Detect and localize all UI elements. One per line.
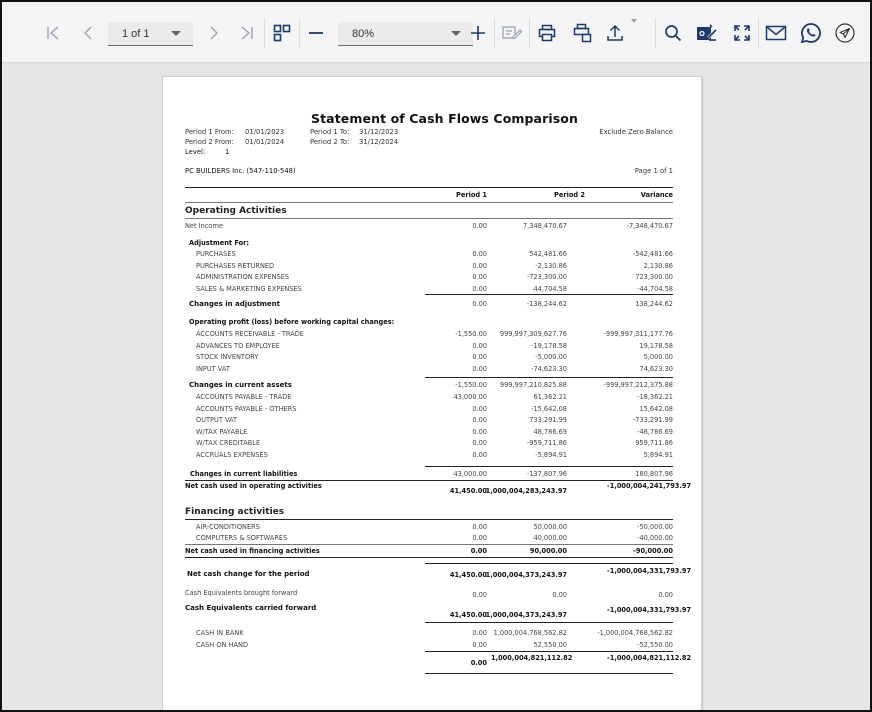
next-page-icon[interactable] [204,20,224,46]
period1-value: 0.00 [472,427,487,436]
variance-value: 138,244.62 [635,300,673,308]
period1-value: -1,550.00 [455,330,487,338]
prev-page-icon[interactable] [78,20,98,46]
page-selector-value: 1 of 1 [122,27,150,40]
period1-value: 0.00 [472,404,487,413]
period2-value: -723,300.00 [526,273,567,281]
financing-row-label: COMPUTERS & SOFTWARES [196,534,288,542]
variance-value: 19,178.58 [639,341,673,350]
variance-value: 0.00 [658,591,673,599]
telegram-icon[interactable] [832,20,858,46]
divider [425,563,673,564]
divider [185,187,673,188]
toolbar-separator [494,18,495,48]
company-name: PC BUILDERS Inc. (547-110-548) [185,167,296,175]
period2-value: 90,000.00 [529,547,567,555]
current-liability-row-label: W/TAX PAYABLE [196,427,248,436]
current-liability-row-label: ACCOUNTS PAYABLE - TRADE [196,393,292,401]
section-heading-operating: Operating Activities [185,206,287,216]
fullscreen-icon[interactable] [730,20,754,46]
section-heading-financing: Financing activities [185,507,285,517]
whatsapp-icon[interactable] [798,20,824,46]
period2-value: 40,000.00 [533,534,567,542]
period2-from-value: 01/01/2024 [245,138,285,146]
column-header-variance: Variance [640,191,673,199]
current-asset-row-label: INPUT VAT [196,364,230,373]
variance-value: -542,481.66 [632,250,673,258]
last-page-icon[interactable] [236,20,258,46]
email-icon[interactable] [763,20,789,46]
period2-value: 733,291.99 [529,416,567,424]
carried-forward-label: Cash Equivalents carried forward [185,604,317,612]
exclude-zero-balance: Exclude Zero Balance [599,128,673,136]
variance-value: 959,711.86 [635,439,673,447]
current-liability-row-label: OUTPUT VAT [196,416,238,424]
period1-value: 43,000.00 [453,470,487,478]
variance-value: -999,997,311,177.76 [603,330,673,338]
divider [425,651,673,652]
period2-value: 542,481.66 [529,250,567,258]
chevron-down-icon [451,31,461,36]
variance-value: -44,704.58 [637,284,673,293]
variance-value: -18,362.21 [637,393,673,401]
divider [185,202,673,203]
divider [185,519,673,520]
variance-value: -90,000.00 [633,547,673,555]
print-preview-icon[interactable] [570,20,596,46]
period1-value: 0.00 [472,341,487,350]
level-label: Level: [185,148,206,156]
export-icon[interactable] [603,20,627,46]
divider [185,544,673,545]
current-asset-row-label: STOCK INVENTORY [196,353,259,361]
toolbar-separator [529,18,530,48]
variance-value: -999,997,212,375.88 [603,381,673,389]
net-change-label: Net cash change for the period [187,570,310,578]
divider [185,218,673,219]
plus-icon[interactable] [468,20,488,46]
divider [425,294,673,295]
column-header-period2: Period 2 [554,191,585,199]
minus-icon[interactable] [306,20,326,46]
variance-value: 5,000.00 [643,353,673,361]
page-selector[interactable] [108,22,193,46]
cash-total-period2: 1,000,004,821,112.82 [491,654,573,662]
period2-to-label: Period 2 To: [310,138,350,146]
period2-value: -138,244.62 [526,300,567,308]
period1-value: 0.00 [472,534,487,542]
period2-value: -74,623.30 [531,364,567,373]
design-icon[interactable] [694,20,720,46]
period2-value: 999,997,210,825.88 [499,381,567,389]
divider [185,480,673,481]
period1-value: 41,450.00 [449,611,487,619]
cash-total-variance: -1,000,004,821,112.82 [607,654,692,662]
period1-to-label: Period 1 To: [310,128,350,136]
period1-value: 0.00 [472,353,487,361]
period1-value: 0.00 [472,416,487,424]
column-header-period1: Period 1 [456,191,487,199]
period2-value: 1,000,004,283,243.97 [485,487,567,495]
variance-value: -1,000,004,331,793.97 [607,567,692,575]
period2-value: -5,000.00 [535,353,567,361]
variance-value: 723,300.00 [635,273,673,281]
toolbar-separator [655,18,656,48]
period1-value: 43,000.00 [453,393,487,401]
zoom-level-select[interactable] [338,22,473,46]
period2-value: 7,348,470.67 [522,222,567,230]
divider [425,466,673,467]
period1-value: 0.00 [472,364,487,373]
changes-current-assets-label: Changes in current assets [189,381,292,389]
variance-value: -50,000.00 [637,523,673,531]
print-icon[interactable] [535,20,559,46]
divider [185,557,673,558]
period1-value: -1,550.00 [455,381,487,389]
report-page [162,76,702,712]
period1-value: 0.00 [472,261,487,270]
period2-value: -959,711.86 [526,439,567,447]
period2-value: 1,000,004,373,243.97 [485,611,567,619]
variance-value: 74,623.30 [639,364,673,373]
op-profit-heading: Operating profit (loss) before working capital changes: [189,318,395,326]
current-liability-row-label: ACCOUNTS PAYABLE - OTHERS [196,404,297,413]
toolbar [2,2,870,63]
divider [425,377,673,378]
current-liability-row-label: ACCRUALS EXPENSES [196,450,268,459]
cash-row-label: CASH ON HAND [196,640,249,649]
export-dropdown-icon[interactable] [629,16,639,26]
variance-value: -52,550.00 [637,640,673,649]
period1-value: 0.00 [472,273,487,281]
variance-value: 180,807.96 [635,470,673,478]
toolbar-separator [758,18,759,48]
first-page-icon[interactable] [42,20,64,46]
adjustment-row-label: PURCHASES RETURNED [196,261,275,270]
brought-forward-label: Cash Equivalents brought forward [185,589,298,597]
search-icon[interactable] [661,20,685,46]
grid-view-icon[interactable] [270,20,294,46]
net-cash-financing-label: Net cash used in financing activities [185,547,320,555]
period1-value: 0.00 [472,222,487,230]
variance-value: 15,642.08 [639,404,673,413]
period1-value: 41,450.00 [449,487,487,495]
level-value: 1 [225,148,230,156]
period1-value: 0.00 [472,629,487,637]
divider [425,622,673,623]
zoom-level-value: 80% [352,27,375,40]
period2-value: -2,130.86 [535,261,567,270]
variance-value: 5,894.91 [643,450,673,459]
period2-value: -5,894.91 [535,450,567,459]
current-asset-row-label: ACCOUNTS RECEIVABLE - TRADE [196,330,304,338]
variance-value: 2,130.86 [643,261,673,270]
period1-value: 0.00 [472,450,487,459]
period1-from-label: Period 1 From: [185,128,234,136]
variance-value: -40,000.00 [637,534,673,542]
period2-value: 48,786.69 [533,427,567,436]
net-cash-operating-label: Net cash used in operating activities [185,482,322,490]
period1-value: 0.00 [472,640,487,649]
cash-total-period1: 0.00 [470,659,487,667]
period1-from-value: 01/01/2023 [245,128,285,136]
period1-value: 0.00 [472,591,487,599]
report-title: Statement of Cash Flows Comparison [311,111,578,126]
variance-value: -733,291.99 [632,416,673,424]
period1-value: 0.00 [472,523,487,531]
period2-value: 44,704.58 [533,284,567,293]
period2-value: 52,550.00 [533,640,567,649]
period2-value: 1,000,004,373,243.97 [485,571,567,579]
current-liability-row-label: W/TAX CREDITABLE [196,439,261,447]
adjustment-heading: Adjustment For: [189,239,249,247]
variance-value: -1,000,004,241,793.97 [607,482,692,490]
page-info: Page 1 of 1 [634,167,673,175]
period2-value: -137,807.96 [526,470,567,478]
period1-value: 0.00 [472,300,487,308]
adjustment-row-label: PURCHASES [196,250,236,258]
cash-row-label: CASH IN BANK [196,629,244,637]
period2-value: 999,997,309,627.76 [499,330,567,338]
edit-form-icon[interactable] [500,20,524,46]
period1-value: 0.00 [470,547,487,555]
period1-value: 0.00 [472,439,487,447]
adjustment-row-label: ADMINISTRATION EXPENSES [196,273,290,281]
period2-value: 0.00 [552,591,567,599]
toolbar-separator [299,18,300,48]
toolbar-separator [264,18,265,48]
period2-from-label: Period 2 From: [185,138,234,146]
period1-to-value: 31/12/2023 [359,128,399,136]
period2-value: 50,000.00 [533,523,567,531]
period1-value: 41,450.00 [449,571,487,579]
divider [425,673,673,674]
variance-value: -1,000,004,768,562.82 [597,629,673,637]
period2-value: 1,000,004,768,562.82 [493,629,567,637]
period2-value: 61,362.21 [533,393,567,401]
period1-value: 0.00 [472,284,487,293]
period2-to-value: 31/12/2024 [359,138,399,146]
variance-value: -48,786.69 [637,427,673,436]
chevron-down-icon [171,31,181,36]
variance-value: -1,000,004,331,793.97 [607,606,692,614]
report-row-label: Net Income [185,222,223,230]
period2-value: -15,642.08 [531,404,567,413]
financing-row-label: AIR-CONDITIONERS [196,523,260,531]
period1-value: 0.00 [472,250,487,258]
variance-value: -7,348,470.67 [626,222,673,230]
changes-current-liabilities-label: Changes in current liabilities [190,470,298,478]
period2-value: -19,178.58 [531,341,567,350]
current-asset-row-label: ADVANCES TO EMPLOYEE [196,341,280,350]
adjustment-row-label: SALES & MARKETING EXPENSES [196,284,302,293]
changes-adjustment-label: Changes in adjustment [189,300,281,308]
